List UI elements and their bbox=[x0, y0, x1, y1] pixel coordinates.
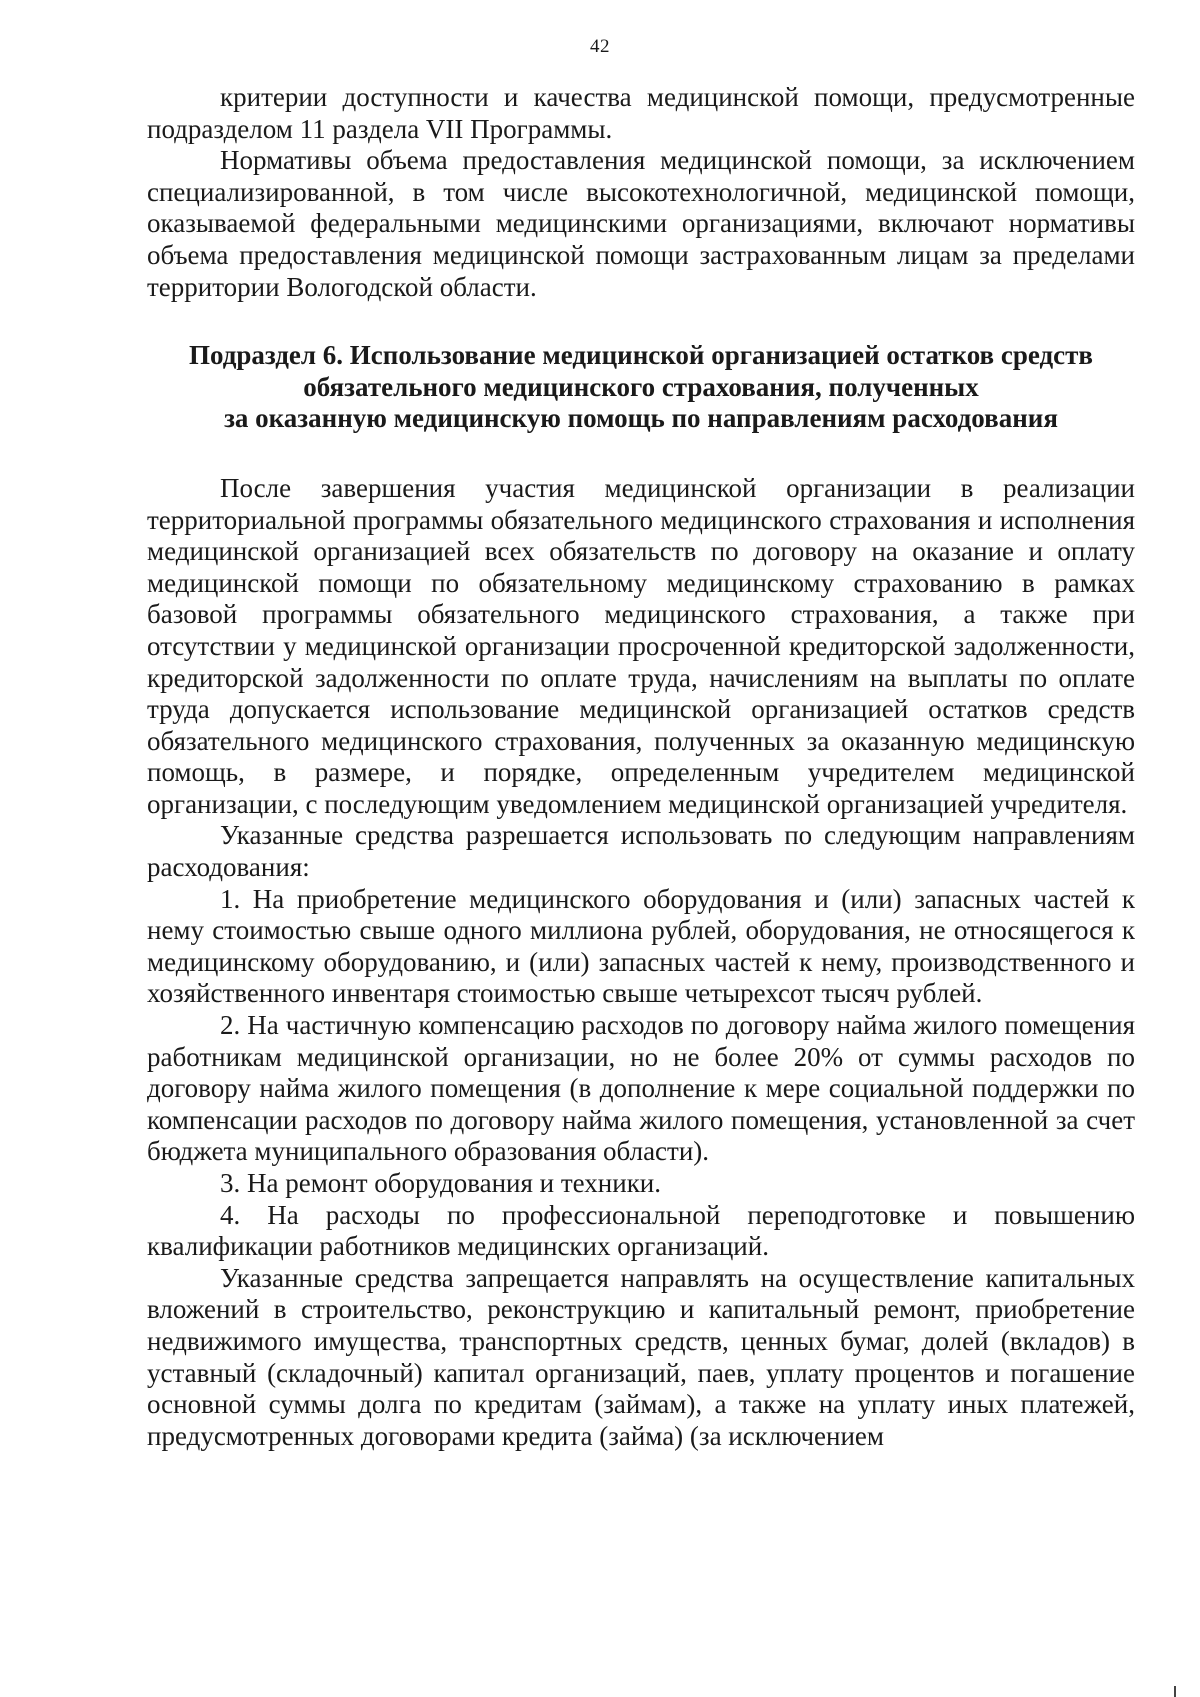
section-heading-line: за оказанную медицинскую помощь по направлениям расходования bbox=[224, 403, 1058, 434]
list-item-equipment: 1. На приобретение медицинского оборудования и (или) запасных частей к нему стоимостью свыше одного миллиона рублей, оборудования, не относящегося к медицинскому оборудованию, и (или) запасных частей к нему, производственного и хозяйственного инвентаря стоимостью свыше четырехсот тысяч рублей. bbox=[147, 883, 1135, 1009]
list-item-staff-training: 4. На расходы по профессиональной переподготовке и повышению квалификации работников медицинских организаций. bbox=[147, 1199, 1135, 1262]
paragraph-residual-funds-use: После завершения участия медицинской организации в реализации территориальной программы обязательного медицинского страхования и исполнения медицинской организацией всех обязательств по договору на оказание и оплату медицинской помощи по обязательному медицинскому страхованию в рамках базовой программы обязательного медицинского страхования, а также при отсутствии у медицинской организации просроченной кредиторской задолженности, кредиторской задолженности по оплате труда, начислениям на выплаты по оплате труда допускается использование медицинской организацией остатков средств обязательного медицинского страхования, полученных за оказанную медицинскую помощь, в размере, и порядке, определенным учредителем медицинской организации, с последующим уведомлением медицинской организацией учредителя. bbox=[147, 472, 1135, 819]
scan-mark bbox=[1174, 1686, 1176, 1697]
page-number: 42 bbox=[590, 36, 610, 57]
paragraph-allowed-directions: Указанные средства разрешается использовать по следующим направлениям расходования: bbox=[147, 820, 1135, 883]
list-item-housing-compensation: 2. На частичную компенсацию расходов по договору найма жилого помещения работникам медицинской организации, но не более 20% от суммы расходов по договору найма жилого помещения (в дополнение к мере социальной поддержки по компенсации расходов по договору найма жилого помещения, установленной за счет бюджета муниципального образования области). bbox=[147, 1010, 1135, 1167]
section-heading-line: обязательного медицинского страхования, полученных bbox=[303, 371, 979, 402]
section-heading-line: Подраздел 6. Использование медицинской организацией остатков средств bbox=[188, 340, 1093, 371]
paragraph-criteria: критерии доступности и качества медицинской помощи, предусмотренные подразделом 11 раздела VII Программы. bbox=[147, 82, 1135, 144]
section-heading bbox=[147, 340, 1135, 435]
page-body bbox=[147, 82, 1135, 1452]
paragraph-prohibited-uses: Указанные средства запрещается направлять на осуществление капитальных вложений в строительство, реконструкцию и капитальный ремонт, приобретение недвижимого имущества, транспортных средств, ценных бумаг, долей (вкладов) в уставный (складочный) капитал организаций, паев, уплату процентов и погашение основной суммы долга по кредитам (займам), а также на уплату иных платежей, предусмотренных договорами кредита (займа) (за исключением bbox=[147, 1262, 1135, 1451]
list-item-equipment-repair: 3. На ремонт оборудования и техники. bbox=[220, 1168, 662, 1198]
paragraph-volume-standards: Нормативы объема предоставления медицинской помощи, за исключением специализированной, в том числе высокотехнологичной, медицинской помощи, оказываемой федеральными медицинскими организациями, включают нормативы объема предоставления медицинской помощи застрахованным лицам за пределами территории Вологодской области. bbox=[147, 145, 1135, 302]
